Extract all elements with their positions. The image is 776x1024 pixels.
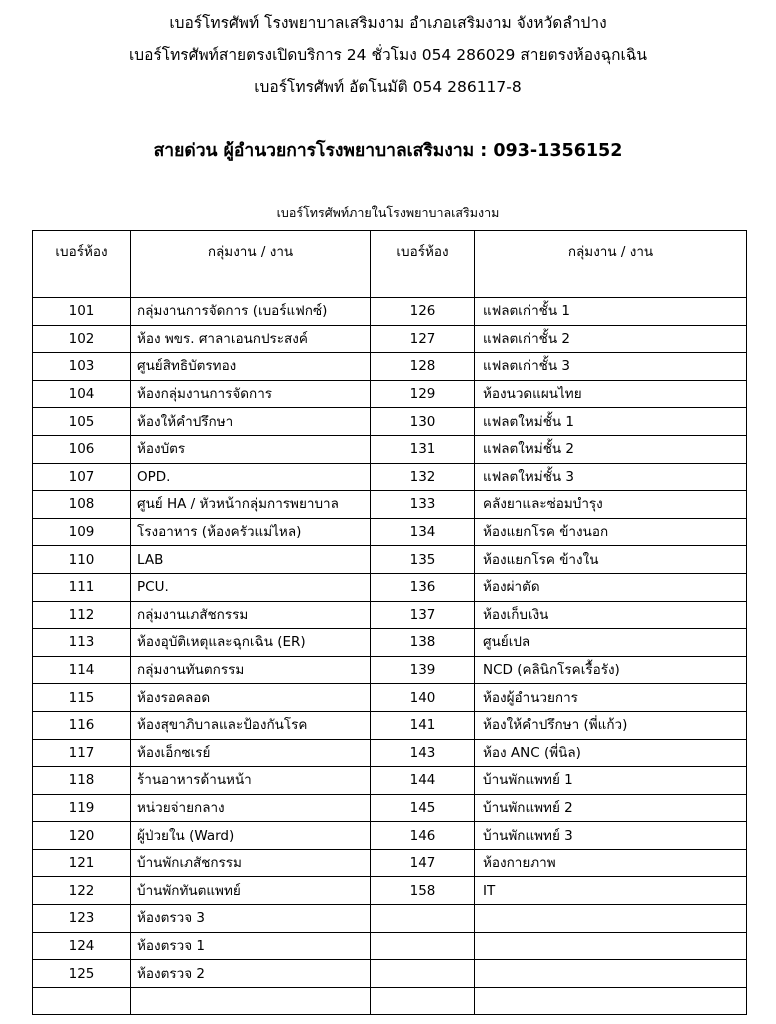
department-left: ศูนย์ HA / หัวหน้ากลุ่มการพยาบาล [131, 491, 371, 519]
table-row [33, 767, 747, 795]
room-number-right: 144 [371, 767, 475, 795]
department-left: ห้องตรวจ 3 [131, 905, 371, 933]
department-right: ห้องผ่าตัด [475, 573, 747, 601]
department-left: บ้านพักทันตแพทย์ [131, 877, 371, 905]
department-right: ศูนย์เปล [475, 629, 747, 657]
table-row [33, 822, 747, 850]
department-right: ห้องแยกโรค ข้างใน [475, 546, 747, 574]
department-left: ร้านอาหารด้านหน้า [131, 767, 371, 795]
room-number-left [33, 987, 131, 1015]
table-row [33, 518, 747, 546]
director-hotline: สายด่วน ผู้อำนวยการโรงพยาบาลเสริมงาม : 093-1356152 [153, 141, 623, 161]
department-right: บ้านพักแพทย์ 2 [475, 794, 747, 822]
department-left: ห้อง พขร. ศาลาเอนกประสงค์ [131, 325, 371, 353]
department-right: บ้านพักแพทย์ 3 [475, 822, 747, 850]
department-right: แฟลตใหม่ชั้น 2 [475, 435, 747, 463]
room-number-right [371, 932, 475, 960]
room-number-right: 129 [371, 380, 475, 408]
department-left: ห้องบัตร [131, 435, 371, 463]
room-number-right: 126 [371, 298, 475, 326]
room-number-left: 108 [33, 491, 131, 519]
table-row [33, 601, 747, 629]
table-row [33, 463, 747, 491]
department-left: ศูนย์สิทธิบัตรทอง [131, 353, 371, 381]
room-number-left: 107 [33, 463, 131, 491]
room-number-right: 140 [371, 684, 475, 712]
room-number-left: 105 [33, 408, 131, 436]
table-row [33, 987, 747, 1015]
room-number-right: 143 [371, 739, 475, 767]
room-number-right: 136 [371, 573, 475, 601]
header-department-right: กลุ่มงาน / งาน [475, 231, 747, 298]
room-number-left: 119 [33, 794, 131, 822]
header-room-number-right: เบอร์ห้อง [371, 231, 475, 298]
room-number-right [371, 960, 475, 988]
department-right [475, 905, 747, 933]
department-left: OPD. [131, 463, 371, 491]
department-left: LAB [131, 546, 371, 574]
room-number-left: 123 [33, 905, 131, 933]
department-right: แฟลตเก่าชั้น 2 [475, 325, 747, 353]
department-left: หน่วยจ่ายกลาง [131, 794, 371, 822]
department-right: ห้องเก็บเงิน [475, 601, 747, 629]
room-number-left: 111 [33, 573, 131, 601]
department-right: NCD (คลินิกโรคเรื้อรัง) [475, 656, 747, 684]
table-row [33, 684, 747, 712]
room-number-left: 118 [33, 767, 131, 795]
department-left: ห้องรอคลอด [131, 684, 371, 712]
department-left: ห้องกลุ่มงานการจัดการ [131, 380, 371, 408]
room-number-left: 124 [33, 932, 131, 960]
room-number-right: 158 [371, 877, 475, 905]
room-number-right: 135 [371, 546, 475, 574]
table-caption: เบอร์โทรศัพท์ภายในโรงพยาบาลเสริมงาม [276, 205, 500, 220]
table-row [33, 794, 747, 822]
room-number-left: 110 [33, 546, 131, 574]
department-left: กลุ่มงานเภสัชกรรม [131, 601, 371, 629]
room-number-left: 122 [33, 877, 131, 905]
table-row [33, 932, 747, 960]
room-number-right: 145 [371, 794, 475, 822]
room-number-left: 104 [33, 380, 131, 408]
room-number-left: 125 [33, 960, 131, 988]
room-number-left: 109 [33, 518, 131, 546]
room-number-right: 133 [371, 491, 475, 519]
room-number-right: 132 [371, 463, 475, 491]
phone-directory-table [32, 230, 747, 1015]
table-row [33, 739, 747, 767]
department-left: บ้านพักเภสัชกรรม [131, 849, 371, 877]
table-row [33, 325, 747, 353]
table-row [33, 298, 747, 326]
room-number-right: 134 [371, 518, 475, 546]
department-right: ห้องกายภาพ [475, 849, 747, 877]
room-number-right: 139 [371, 656, 475, 684]
table-row [33, 629, 747, 657]
header-line-1: เบอร์โทรศัพท์ โรงพยาบาลเสริมงาม อำเภอเสริมงาม จังหวัดลำปาง [169, 14, 607, 32]
table-row [33, 877, 747, 905]
room-number-left: 116 [33, 711, 131, 739]
department-right: ห้องนวดแผนไทย [475, 380, 747, 408]
table-row [33, 656, 747, 684]
department-right: แฟลตเก่าชั้น 1 [475, 298, 747, 326]
room-number-left: 115 [33, 684, 131, 712]
department-right: ห้องผู้อำนวยการ [475, 684, 747, 712]
room-number-left: 102 [33, 325, 131, 353]
department-right: IT [475, 877, 747, 905]
room-number-right: 127 [371, 325, 475, 353]
department-right: แฟลตใหม่ชั้น 3 [475, 463, 747, 491]
table-body [33, 298, 747, 1015]
room-number-right: 130 [371, 408, 475, 436]
room-number-left: 120 [33, 822, 131, 850]
table-row [33, 408, 747, 436]
room-number-left: 101 [33, 298, 131, 326]
header-line-3: เบอร์โทรศัพท์ อัตโนมัติ 054 286117-8 [254, 78, 522, 96]
header-room-number-left: เบอร์ห้อง [33, 231, 131, 298]
table-row [33, 435, 747, 463]
header-line-2: เบอร์โทรศัพท์สายตรงเปิดบริการ 24 ชั่วโมง 054 286029 สายตรงห้องฉุกเฉิน [128, 46, 648, 64]
department-right: ห้องให้คำปรึกษา (พี่แก้ว) [475, 711, 747, 739]
room-number-left: 112 [33, 601, 131, 629]
table-row [33, 905, 747, 933]
department-right: ห้อง ANC (พี่นิล) [475, 739, 747, 767]
table-row [33, 491, 747, 519]
department-left: ผู้ป่วยใน (Ward) [131, 822, 371, 850]
department-right: แฟลตเก่าชั้น 3 [475, 353, 747, 381]
room-number-left: 114 [33, 656, 131, 684]
department-left: กลุ่มงานทันตกรรม [131, 656, 371, 684]
room-number-right: 131 [371, 435, 475, 463]
table-row [33, 849, 747, 877]
room-number-left: 106 [33, 435, 131, 463]
department-right [475, 987, 747, 1015]
room-number-right: 137 [371, 601, 475, 629]
table-row [33, 711, 747, 739]
room-number-left: 117 [33, 739, 131, 767]
department-left: ห้องสุขาภิบาลและป้องกันโรค [131, 711, 371, 739]
department-left: PCU. [131, 573, 371, 601]
department-left [131, 987, 371, 1015]
room-number-right [371, 987, 475, 1015]
department-right: บ้านพักแพทย์ 1 [475, 767, 747, 795]
table-row [33, 353, 747, 381]
department-left: ห้องให้คำปรึกษา [131, 408, 371, 436]
department-right [475, 960, 747, 988]
room-number-right: 138 [371, 629, 475, 657]
room-number-right: 146 [371, 822, 475, 850]
table-row [33, 380, 747, 408]
header-department-left: กลุ่มงาน / งาน [131, 231, 371, 298]
department-right: คลังยาและซ่อมบำรุง [475, 491, 747, 519]
table-row [33, 573, 747, 601]
room-number-left: 103 [33, 353, 131, 381]
table-header-row [33, 231, 747, 298]
department-left: ห้องตรวจ 2 [131, 960, 371, 988]
room-number-left: 121 [33, 849, 131, 877]
department-left: ห้องตรวจ 1 [131, 932, 371, 960]
table-row [33, 546, 747, 574]
room-number-right [371, 905, 475, 933]
department-right: ห้องแยกโรค ข้างนอก [475, 518, 747, 546]
department-left: ห้องเอ็กซเรย์ [131, 739, 371, 767]
department-left: ห้องอุบัติเหตุและฉุกเฉิน (ER) [131, 629, 371, 657]
department-right [475, 932, 747, 960]
department-right: แฟลตใหม่ชั้น 1 [475, 408, 747, 436]
department-left: โรงอาหาร (ห้องครัวแม่ไหล) [131, 518, 371, 546]
room-number-right: 147 [371, 849, 475, 877]
table-row [33, 960, 747, 988]
room-number-right: 128 [371, 353, 475, 381]
department-left: กลุ่มงานการจัดการ (เบอร์แฟกซ์) [131, 298, 371, 326]
room-number-right: 141 [371, 711, 475, 739]
room-number-left: 113 [33, 629, 131, 657]
